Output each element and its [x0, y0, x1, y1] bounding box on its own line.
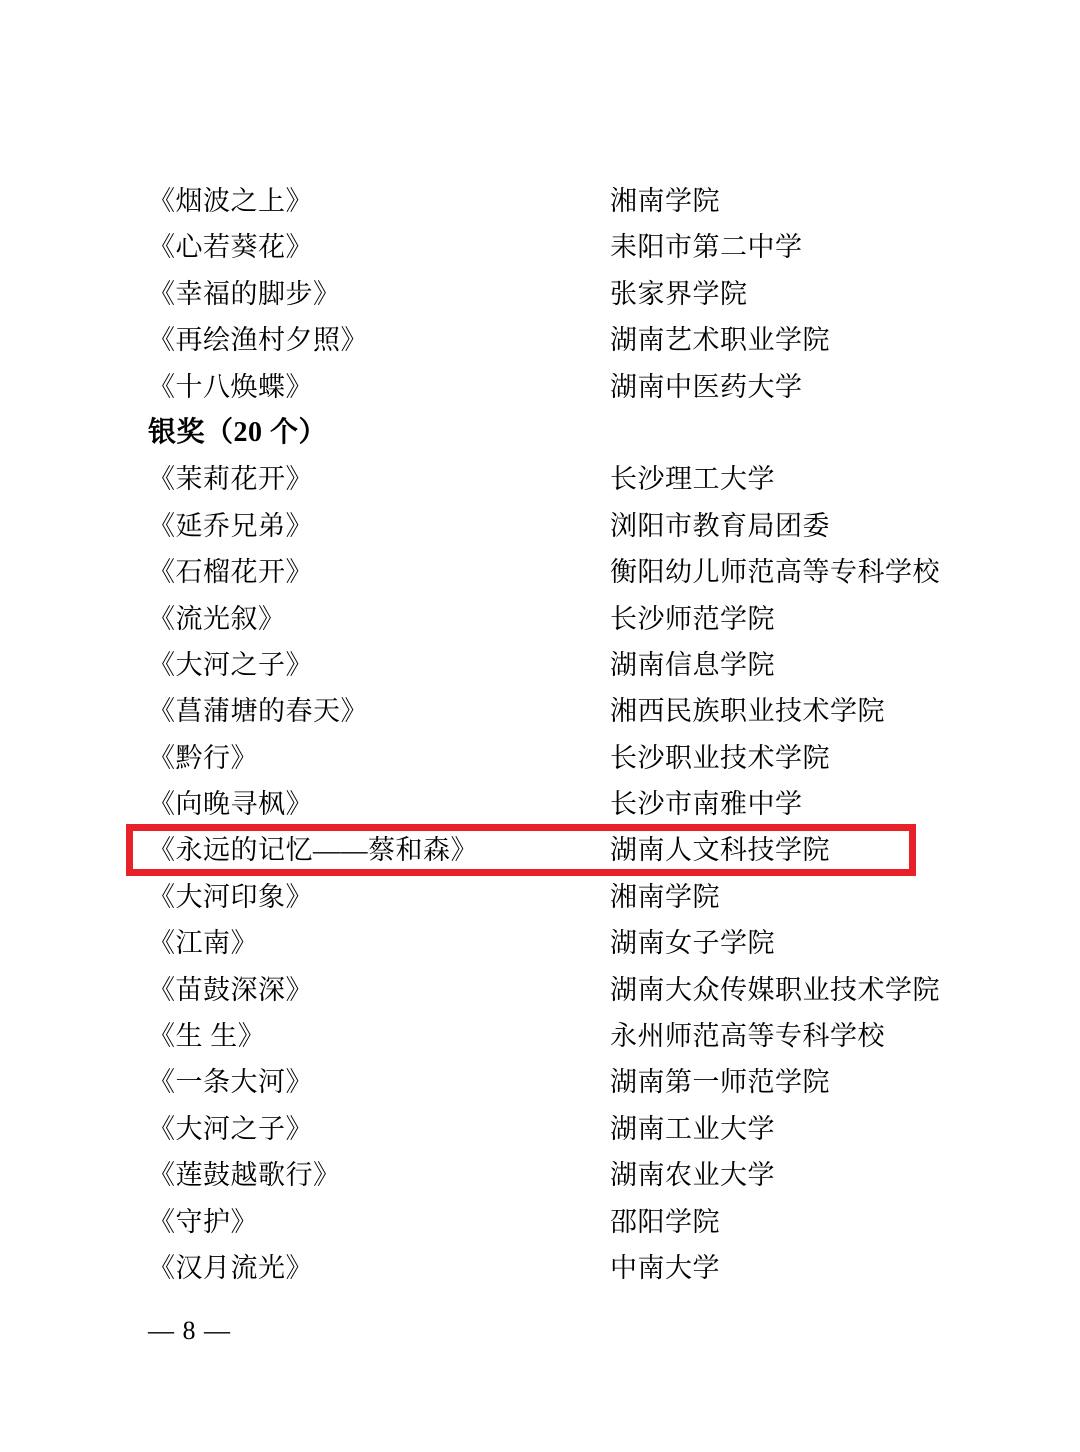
- entry-organization: 湖南艺术职业学院: [610, 325, 830, 356]
- award-entry-row: [148, 317, 988, 363]
- entry-title: 《向晚寻枫》: [148, 789, 313, 820]
- entry-title: 《烟波之上》: [148, 186, 313, 216]
- entry-organization: 湖南女子学院: [610, 928, 775, 959]
- entry-title: 《汉月流光》: [148, 1252, 313, 1283]
- entry-organization: 耒阳市第二中学: [610, 232, 803, 263]
- entry-title: 《延乔兄弟》: [148, 510, 313, 541]
- award-entry-row: [148, 642, 988, 688]
- entry-title: 《江南》: [148, 928, 258, 959]
- entry-title: 《大河之子》: [148, 1113, 313, 1144]
- entry-organization: 湖南中医药大学: [610, 371, 803, 402]
- award-entry-row: [148, 364, 988, 410]
- award-entry-row: [148, 1106, 988, 1152]
- award-entry-row: [148, 967, 988, 1013]
- award-entry-row: [148, 1245, 988, 1291]
- award-entry-row: [148, 1199, 988, 1245]
- entry-organization: 湖南信息学院: [610, 649, 775, 680]
- award-entry-row: [148, 688, 988, 734]
- entry-organization: 中南大学: [610, 1252, 720, 1283]
- entry-organization: 湘西民族职业技术学院: [610, 696, 885, 727]
- award-entry-row: [148, 920, 988, 966]
- entry-organization: 湖南工业大学: [610, 1113, 775, 1144]
- entry-organization: 张家界学院: [610, 278, 748, 309]
- entry-title: 《流光叙》: [148, 603, 286, 634]
- award-entry-row: [148, 549, 988, 595]
- entry-organization: 浏阳市教育局团委: [610, 510, 830, 541]
- entry-organization: 衡阳幼儿师范高等专科学校: [610, 557, 940, 588]
- entry-title: 《心若葵花》: [148, 232, 313, 263]
- page-number: — 8 —: [148, 1316, 231, 1345]
- entry-title: 《黔行》: [148, 742, 258, 773]
- award-entry-row: [148, 596, 988, 642]
- entry-organization: 长沙职业技术学院: [610, 742, 830, 773]
- entry-organization: 长沙师范学院: [610, 603, 775, 634]
- entry-organization: 永州师范高等专科学校: [610, 1021, 885, 1052]
- entry-title: 《茉莉花开》: [148, 464, 313, 495]
- entry-organization: 湖南第一师范学院: [610, 1067, 830, 1098]
- entry-title: 《苗鼓深深》: [148, 974, 313, 1005]
- award-entry-row: [148, 224, 988, 270]
- entry-title: 《再绘渔村夕照》: [148, 325, 368, 356]
- award-entry-row: [148, 271, 988, 317]
- entry-title: 《幸福的脚步》: [148, 278, 341, 309]
- entry-organization: 长沙理工大学: [610, 464, 775, 495]
- entry-organization: 湖南人文科技学院: [610, 835, 830, 866]
- award-entry-row: [148, 1152, 988, 1198]
- entry-organization: 邵阳学院: [610, 1206, 720, 1237]
- award-entry-row: [148, 1013, 988, 1059]
- entry-title: 《石榴花开》: [148, 557, 313, 588]
- award-list-container: [148, 178, 988, 1291]
- award-entry-row: [148, 735, 988, 781]
- award-entry-row: [148, 874, 988, 920]
- award-entry-row: [148, 456, 988, 502]
- entry-title: 《一条大河》: [148, 1067, 313, 1098]
- entry-title: 《守护》: [148, 1206, 258, 1237]
- award-entry-row: [148, 1059, 988, 1105]
- entry-organization: 湘南学院: [610, 186, 720, 216]
- entry-title: 《莲鼓越歌行》: [148, 1160, 341, 1191]
- entry-organization: 湖南大众传媒职业技术学院: [610, 974, 940, 1005]
- entry-title: 《十八焕蝶》: [148, 371, 313, 402]
- section-heading: 银奖（20 个）: [148, 416, 328, 448]
- award-entry-row: [148, 827, 988, 873]
- entry-title: 《大河之子》: [148, 649, 313, 680]
- award-entry-row: [148, 178, 988, 224]
- entry-organization: 湘南学院: [610, 881, 720, 912]
- entry-organization: 长沙市南雅中学: [610, 789, 803, 820]
- entry-organization: 湖南农业大学: [610, 1160, 775, 1191]
- entry-title: 《永远的记忆——蔡和森》: [148, 835, 478, 866]
- award-entry-row: [148, 503, 988, 549]
- entry-title: 《生 生》: [148, 1021, 266, 1052]
- entry-title: 《菖蒲塘的春天》: [148, 696, 368, 727]
- award-entry-row: [148, 781, 988, 827]
- entry-title: 《大河印象》: [148, 881, 313, 912]
